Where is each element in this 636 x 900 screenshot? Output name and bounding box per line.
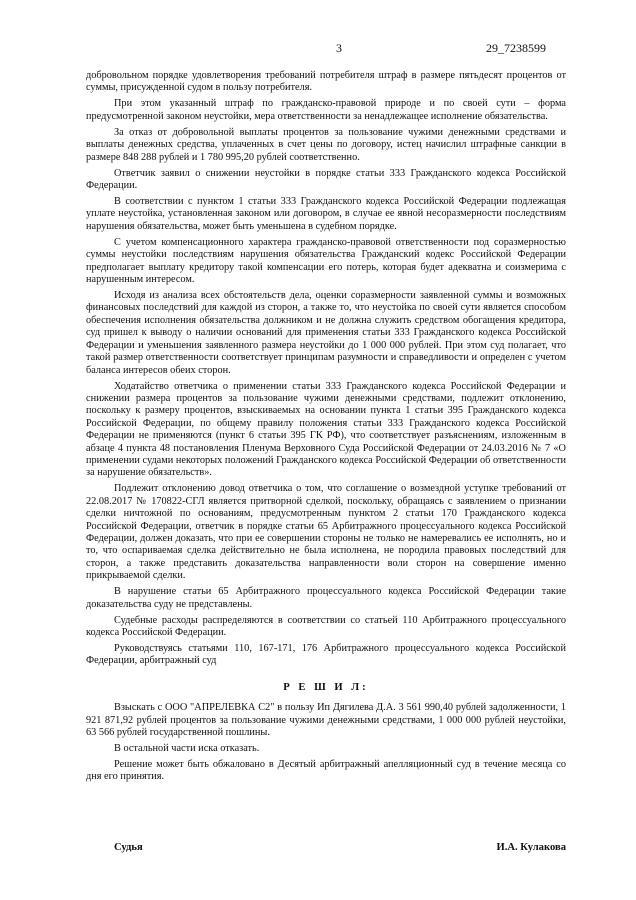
paragraph: За отказ от добровольной выплаты процентов за пользование чужими денежными средствами и выплаты денежных средства, уплаченных в счет цены по договору, истец начислил штрафные санкции в размере 848 288 рублей и 1 780 995,20 рублей соответственно.	[86, 126, 566, 163]
signature-role: Судья	[114, 842, 143, 853]
signature-block	[86, 842, 566, 856]
paragraph: Судебные расходы распределяются в соответствии со статьей 110 Арбитражного процессуального кодекса Российской Федерации.	[86, 614, 566, 638]
paragraph: Подлежит отклонению довод ответчика о том, что соглашение о возмездной уступке требований от 22.08.2017 № 170822-СГЛ является притворной сделкой, поскольку, обращаясь с заявлением о признании сделки ничтожной по основаниям, предусмотренным пунктом 2 статьи 170 Гражданского кодекса Российской Федерации, ответчик в порядке статьи 65 Арбитражного процессуального кодекса Российской Федерации, должен доказать, что при ее совершении стороны не только не намеревались ее исполнять, но и то, что оспариваемая сделка действительно не была исполнена, не породила правовых последствий для сторон, а также представить доказательства направленности воли сторон на совершение именно прикрываемой сделки.	[86, 483, 566, 582]
paragraph: Руководствуясь статьями 110, 167-171, 176 Арбитражного процессуального кодекса Российской Федерации, арбитражный суд	[86, 643, 566, 667]
page-number: 3	[336, 41, 342, 55]
paragraph: В соответствии с пунктом 1 статьи 333 Гражданского кодекса Российской Федерации подлежащая уплате неустойка, установленная законом или договором, в случае ее явной несоразмерности последствиям нарушения обязательства, может быть уменьшена в судебном порядке.	[86, 196, 566, 232]
paragraph: Исходя из анализа всех обстоятельств дела, оценки соразмерности заявленной суммы и возможных финансовых последствий для каждой из сторон, а также то, что неустойка по своей сути является способом обеспечения исполнения обязательства должником и не должна служить средством обогащения кредитора, суд пришел к выводу о наличии оснований для применения статьи 333 Гражданского кодекса Российской Федерации и уменьшения заявленного размера неустойки до 1 000 000 рублей. При этом суд полагает, что такой размер ответственности соответствует принципам разумности и справедливости и определен с учетом баланса интересов обеих сторон.	[86, 290, 566, 376]
page-header	[0, 42, 636, 56]
paragraph: добровольном порядке удовлетворения требований потребителя штраф в размере пятьдесят процентов от суммы, присужденной судом в пользу потребителя.	[86, 70, 566, 94]
paragraph: В нарушение статьи 65 Арбитражного процессуального кодекса Российской Федерации такие доказательства суду не представлены.	[86, 586, 566, 610]
paragraph: Ответчик заявил о снижении неустойки в порядке статьи 333 Гражданского кодекса Российской Федерации.	[86, 167, 566, 192]
signature-name: И.А. Кулакова	[496, 842, 566, 853]
paragraph: Ходатайство ответчика о применении статьи 333 Гражданского кодекса Российской Федерации и снижении размера процентов за пользование чужими денежными средствами, подлежит отклонению, поскольку к размеру процентов, взыскиваемых на основании пункта 1 статьи 395 Гражданского кодекса Российской Федерации, по общему правилу положения статьи 333 Гражданского кодекса Российской Федерации не применяются (пункт 6 статьи 395 ГК РФ), что соответствует разъяснениям, изложенным в абзаце 4 пункта 48 постановления Пленума Верховного Суда Российской Федерации от 24.03.2016 № 7 «О применении судами некоторых положений Гражданского кодекса Российской Федерации об ответственности за нарушение обязательств».	[86, 380, 566, 479]
paragraph: С учетом компенсационного характера гражданско-правовой ответственности под соразмерностью суммы неустойки последствиям нарушения обязательства Гражданский кодекс Российской Федерации предполагает выплату кредитору такой компенсации его потерь, которая будет адекватна и соизмерима с нарушенным интересом.	[86, 236, 566, 286]
case-number: 29_7238599	[486, 41, 546, 55]
paragraph: При этом указанный штраф по гражданско-правовой природе и по своей сути – форма предусмотренной законом неустойки, мера ответственности за ненадлежащее исполнение обязательства.	[86, 98, 566, 122]
decision-title: Р Е Ш И Л:	[283, 681, 369, 693]
decision-paragraph: Решение может быть обжаловано в Десятый арбитражный апелляционный суд в течение месяца со дня его принятия.	[86, 759, 566, 783]
document-body	[86, 70, 566, 787]
decision-paragraph: В остальной части иска отказать.	[114, 743, 260, 755]
decision-paragraph: Взыскать с ООО "АПРЕЛЕВКА С2" в пользу Ип Дягилева Д.А. 3 561 990,40 рублей задолженности, 1 921 871,92 рублей процентов за пользование чужими денежными средствами, 1 000 000 рублей неустойки, 63 566 рублей государственной пошлины.	[86, 702, 566, 739]
